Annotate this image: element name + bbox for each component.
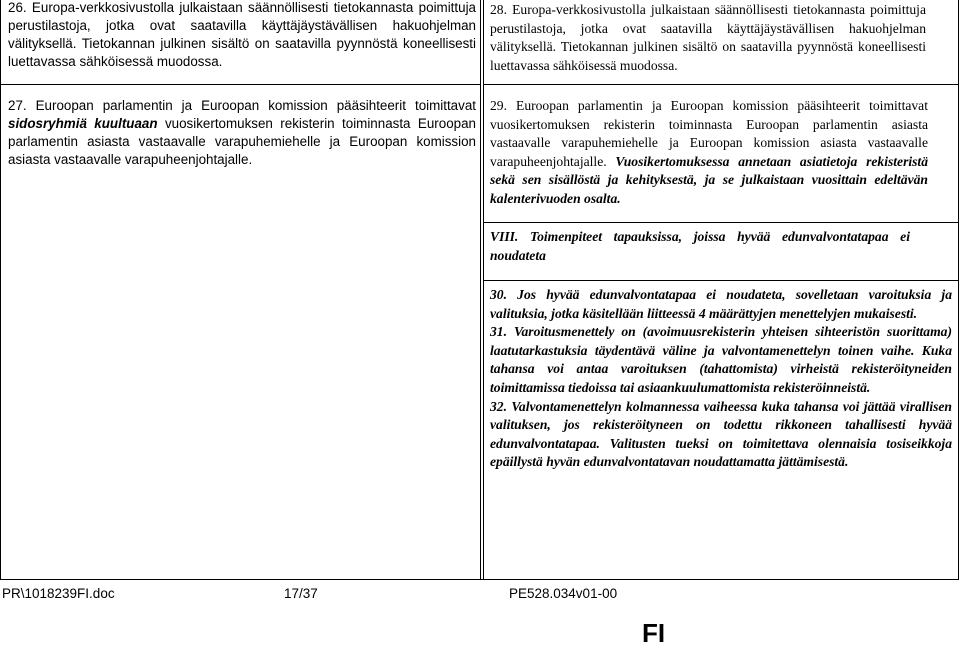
table-border-middle-right bbox=[483, 0, 484, 580]
table-border-middle-left bbox=[480, 0, 481, 580]
paragraph-29-emphasis: Vuosikertomuksessa annetaan asiatietoja rekisteristä sekä sen sisällöstä ja kehityksestä, ja se julkaistaan vuosittain edeltävän kalenterivuoden osalta. bbox=[490, 153, 928, 206]
section-heading-viii: VIII. Toimenpiteet tapauksissa, joissa hyvää edunvalvontatapaa ei noudateta bbox=[490, 229, 910, 263]
footer-page-number: 17/37 bbox=[284, 586, 318, 601]
paragraph-26: 26. Europa-verkkosivustolla julkaistaan säännöllisesti tietokannasta poimittuja perustilastoja, jotka ovat saatavilla käyttäjäystävällisen hakuohjelman välityksellä. Tietokannan julkinen sisältö on saatavilla pyynnöstä koneellisesti luettavassa sähköisessä muodossa. bbox=[8, 0, 476, 69]
right-cell-para30-32 bbox=[490, 286, 952, 472]
paragraph-30: 30. Jos hyvää edunvalvontatapaa ei noudateta, sovelletaan varoituksia ja valituksia, jotka käsitellään liitteessä 4 määrättyjen menettelyjen mukaisesti. bbox=[490, 287, 952, 321]
row-divider-right-1 bbox=[483, 84, 959, 85]
right-cell-heading-viii bbox=[490, 228, 910, 265]
paragraph-27-emphasis: sidosryhmiä kuultuaan bbox=[8, 116, 158, 131]
table-border-left bbox=[0, 0, 1, 580]
row-divider-left-1 bbox=[0, 84, 481, 85]
row-divider-right-2 bbox=[483, 222, 959, 223]
paragraph-27-part-2: vuosikertomuksen rekisterin toiminnasta Euroopan parlamentin asiasta vastaavalle varapuhemiehelle ja Euroopan komission asiasta vastaavalle varapuheenjohtajalle. bbox=[8, 116, 476, 167]
paragraph-27 bbox=[8, 97, 476, 169]
paragraph-29-part-1: 29. Euroopan parlamentin ja Euroopan komission pääsihteerit toimittavat vuosikertomuksen rekisterin toiminnasta Euroopan parlamentin asiasta vastaavalle varapuhemiehelle ja Euroopan komission asiasta vastaavalle varapuheenjohtajalle. bbox=[490, 98, 928, 169]
left-cell-para26 bbox=[8, 0, 476, 71]
row-divider-right-3 bbox=[483, 280, 959, 281]
paragraph-29 bbox=[490, 97, 928, 209]
right-cell-para29 bbox=[490, 97, 928, 209]
footer-version: PE528.034v01-00 bbox=[509, 586, 618, 601]
right-cell-para28 bbox=[490, 1, 926, 75]
footer-doc-ref: PR\1018239FI.doc bbox=[2, 586, 115, 601]
left-cell-para27 bbox=[8, 97, 476, 169]
table-border-bottom bbox=[0, 579, 959, 580]
footer-language-code: FI bbox=[642, 618, 666, 648]
table-border-right bbox=[958, 0, 959, 580]
paragraph-32: 32. Valvontamenettelyn kolmannessa vaiheessa kuka tahansa voi jättää virallisen valituksen, jos rekisteröityneen on todettu rikkoneen tahallisesti hyvää edunvalvontatapaa. Valitusten tueksi on toimitettava olennaisia tosiseikkoja epäillystä hyvän edunvalvontatavan noudattamatta jättämisestä. bbox=[490, 398, 952, 470]
paragraph-28: 28. Europa-verkkosivustolla julkaistaan säännöllisesti tietokannasta poimittuja perustilastoja, jotka ovat saatavilla käyttäjäystävällisen hakuohjelman välityksellä. Tietokannan julkinen sisältö on saatavilla pyynnöstä koneellisesti luettavassa sähköisessä muodossa. bbox=[490, 2, 926, 73]
paragraph-31: 31. Varoitusmenettely on (avoimuusrekisterin yhteisen sihteeristön suorittama) laatutarkastuksia täydentävä väline ja valvontamenettelyn toinen vaihe. Kuka tahansa voi antaa varoituksen (tahattomista) virheistä rekisteröityneiden toimittamissa tiedoissa tai asiaankuulumattomista rekisteröinneistä. bbox=[490, 324, 952, 395]
paragraph-27-part-1: 27. Euroopan parlamentin ja Euroopan komission pääsihteerit toimittavat bbox=[8, 98, 476, 113]
